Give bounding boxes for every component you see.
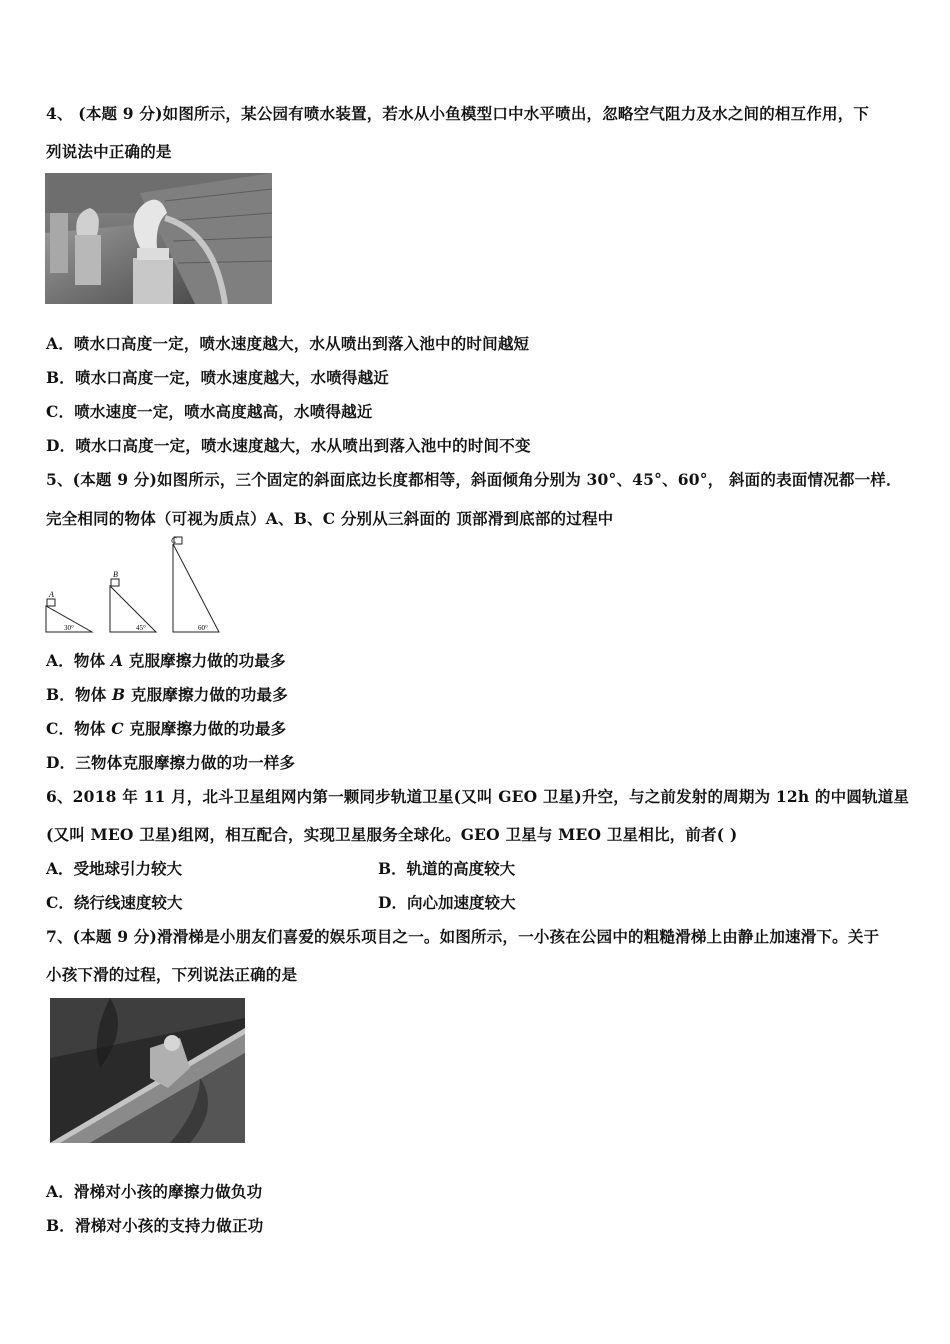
label-c: C: [171, 536, 177, 545]
label-a: A: [49, 590, 54, 599]
angle-45: 45°: [136, 624, 146, 632]
q5-stem-line2: 完全相同的物体（可视为质点）A、B、C 分别从三斜面的 顶部滑到底部的过程中: [46, 509, 614, 528]
label-b: B: [113, 570, 118, 579]
angle-30: 30°: [64, 624, 74, 632]
fountain-photo: [45, 173, 272, 304]
slide-photo: [50, 998, 245, 1143]
q5-option-d: D．三物体克服摩擦力做的功一样多: [46, 753, 296, 772]
incline-45: [110, 586, 156, 632]
q6-stem-line1: 6、2018 年 11 月，北斗卫星组网内第一颗同步轨道卫星(又叫 GEO 卫星)升空，与之前发射的周期为 12h 的中圆轨道星: [46, 787, 910, 806]
q5-option-a: A．物体 A 克服摩擦力做的功最多: [46, 651, 286, 670]
q6-stem-line2: (又叫 MEO 卫星)组网，相互配合，实现卫星服务全球化。GEO 卫星与 MEO 卫星相比，前者( ): [46, 825, 738, 844]
q6-option-a: A．受地球引力较大: [46, 859, 183, 878]
q6-option-c: C．绕行线速度较大: [46, 893, 183, 912]
q5-stem-line1: 5、(本题 9 分)如图所示，三个固定的斜面底边长度都相等，斜面倾角分别为 30°、45°、60°， 斜面的表面情况都一样．: [46, 470, 902, 489]
q4-stem-line1: 4、 (本题 9 分)如图所示，某公园有喷水装置，若水从小鱼模型口中水平喷出，忽略空气阻力及水之间的相互作用，下: [46, 104, 870, 123]
q5-option-b: B．物体 B 克服摩擦力做的功最多: [46, 685, 288, 704]
q7-stem-line1: 7、(本题 9 分)滑滑梯是小朋友们喜爱的娱乐项目之一。如图所示，一小孩在公园中的粗糙滑梯上由静止加速滑下。关于: [46, 927, 880, 946]
q5-option-c: C．物体 C 克服摩擦力做的功最多: [46, 719, 287, 738]
q7-option-a: A．滑梯对小孩的摩擦力做负功: [46, 1182, 263, 1201]
q4-option-b: B．喷水口高度一定，喷水速度越大，水喷得越近: [46, 368, 390, 387]
q4-option-d: D．喷水口高度一定，喷水速度越大，水从喷出到落入池中的时间不变: [46, 436, 531, 455]
incline-diagram: [40, 536, 225, 636]
q7-option-b: B．滑梯对小孩的支持力做正功: [46, 1216, 264, 1235]
angle-60: 60°: [198, 624, 208, 632]
q4-option-a: A．喷水口高度一定，喷水速度越大，水从喷出到落入池中的时间越短: [46, 334, 530, 353]
q6-option-d: D．向心加速度较大: [378, 893, 516, 912]
block-b: [111, 579, 119, 586]
incline-60: [173, 544, 219, 632]
q6-option-b: B．轨道的高度较大: [378, 859, 516, 878]
q4-option-c: C．喷水速度一定，喷水高度越高，水喷得越近: [46, 402, 373, 421]
block-a: [47, 599, 55, 606]
q7-stem-line2: 小孩下滑的过程，下列说法正确的是: [46, 965, 298, 984]
q4-stem-line2: 列说法中正确的是: [46, 142, 172, 161]
